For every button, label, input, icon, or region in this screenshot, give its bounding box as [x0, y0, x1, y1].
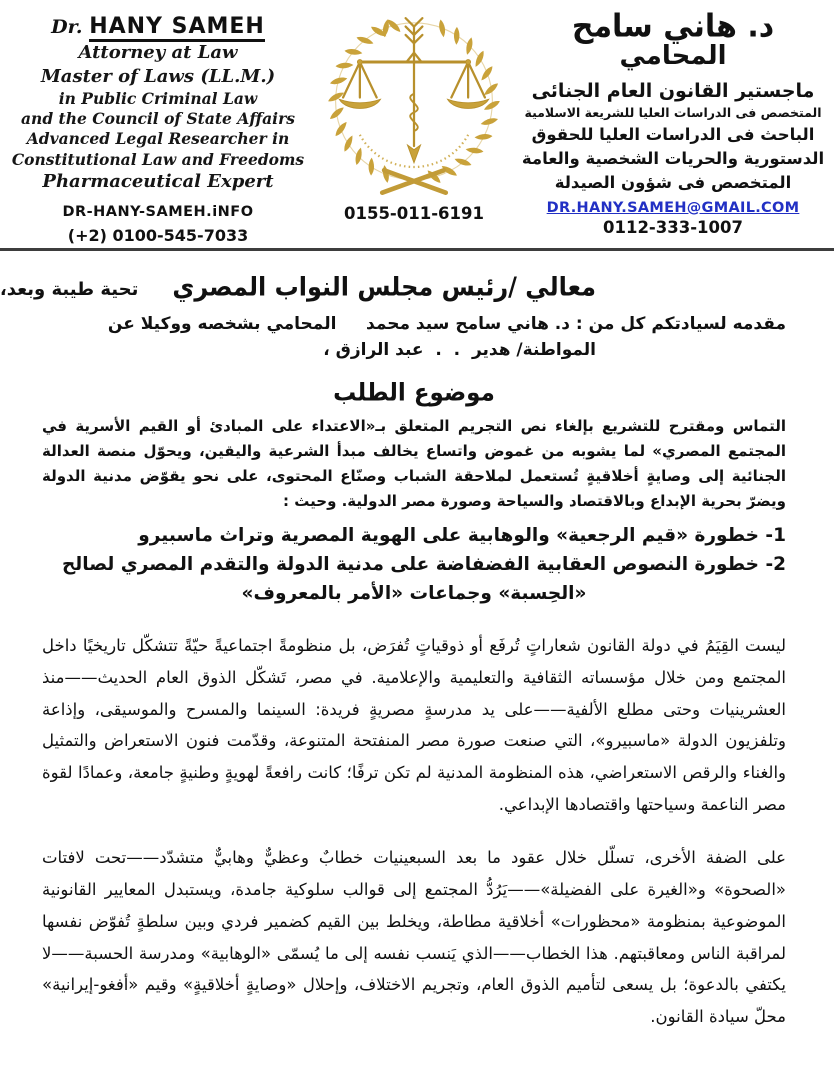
phone-number-right: 0112-333-1007 [603, 217, 743, 237]
name-prefix: Dr. [51, 16, 83, 38]
attorney-name-text: HANY SAMEH [89, 14, 265, 42]
website-url[interactable]: DR-HANY-SAMEH.iNFO [62, 204, 254, 221]
point-1: 1- خطورة «قيم الرجعية» والوهابية على الهوية المصرية وتراث ماسبيرو [138, 525, 786, 547]
subject-paragraph: التماس ومقترح للتشريع بإلغاء نص التجريم المتعلق بـ«الاعتداء على المبادئ أو القيم الأسرية في المجتمع المصري» لما يشوبه من غموض واتساع يخالف مبدأ الشرعية واليقين، ويحوّل منصة العدالة الجنائية إلى وصايةٍ أخلاقيةٍ تُستعمل لملاحقة الشباب وصنّاع المحتوى، على نحو يقوّض مدنية الدولة ويضرّ بحرية الإبداع وبالاقتصاد والسياحة وصورة مصر الدولية. وحيث : [42, 416, 786, 511]
credential-line: Master of Laws (LL.M.) [40, 65, 276, 87]
salutation-row [0, 271, 596, 303]
subject-heading: موضوع الطلب [333, 378, 495, 407]
point-2: 2- خطورة النصوص العقابية الفضفاضة على مدنية الدولة والتقدم المصري لصالح [61, 554, 786, 576]
email-link[interactable]: DR.HANY.SAMEH@GMAIL.COM [546, 199, 800, 216]
letterhead [0, 0, 834, 246]
credential-line: Attorney at Law [78, 42, 238, 63]
citizen-line: المواطنة/ هدير . . عبد الرازق ، [323, 340, 596, 361]
credential-line-ar: المتخصص فى شؤون الصيدلة [554, 172, 792, 192]
credential-line-ar: ماجستير القانون العام الجنائى [531, 79, 815, 102]
calligraphy-title: المحامي [619, 41, 727, 71]
credential-line-ar: الباحث فى الدراسات العليا للحقوق [531, 124, 815, 144]
credential-line: in Public Criminal Law [58, 88, 258, 108]
credential-line: Constitutional Law and Freedoms [11, 149, 305, 169]
credential-line: and the Council of State Affairs [21, 108, 295, 128]
body-paragraph-2: على الضفة الأخرى، تسلّل خلال عقود ما بعد السبعينيات خطابٌ وعظيٌّ وهابيٌّ متشدّد——تحت لافتات «الصحوة» و«الغيرة على الفضيلة»——يَرُدُّ المجتمع إلى قوالب سلوكية جامدة، ويستبدل المعايير القانونية الموضوعية بمنظومة «محظورات» أخلاقية مطاطة، ويخلط بين القيم كضمير فردي وبين سلطةٍ تُفوّض نفسها لمراقبة الناس ومعاقبتهم. هذا الخطاب——الذي يَنسب نفسه إلى ما يُسمّى «الوهابية» ومدرسة الحسبة——لا يكتفي بالدعوة؛ بل يسعى لتأميم الذوق العام، وتجريم الاختلاف، وإحلال «وصايةٍ أخلاقيةٍ» وقيم «أفغو-إيرانية» محلّ سيادة القانون. [42, 848, 786, 1026]
salutation-title: معالي /رئيس مجلس النواب المصري [172, 271, 596, 303]
submitters-line: مقدمه لسيادتكم كل من : د. هاني سامح سيد محمد المحامي بشخصه ووكيلا عن [107, 314, 786, 334]
point-2-continuation: «الحِسبة» وجماعات «الأمر بالمعروف» [241, 582, 587, 604]
phone-number-left: (+2) 0100-545-7033 [67, 226, 249, 246]
credential-line-ar: المتخصص فى الدراسات العليا للشريعة الاسلامية [524, 105, 822, 121]
numbered-points [42, 522, 786, 608]
letter-body [0, 251, 834, 1033]
salutation-greeting: تحية طيبة وبعد، [0, 279, 139, 300]
phone-number-center: 0155-011-6191 [344, 204, 484, 223]
calligraphy-name: د. هاني سامح [571, 8, 775, 45]
letterhead-arabic-block [520, 6, 826, 246]
credential-line: Pharmaceutical Expert [42, 171, 274, 193]
credential-line-ar: الدستورية والحريات الشخصية والعامة [521, 148, 825, 168]
letterhead-emblem-block [308, 6, 520, 246]
attorney-name [8, 14, 308, 39]
justice-scales-emblem-icon [316, 6, 512, 202]
letterhead-english-block [8, 6, 308, 246]
body-paragraph-1: ليست القِيَمُ في دولة القانون شعاراتٍ تُرفَع أو ذوقياتٍ تُفرَض، بل منظومةً اجتماعيةً حيّةً تتشكّل تاريخيًا داخل المجتمع ومن خلال مؤسساته الثقافية والتعليمية والإعلامية. في مصر، تَشكّل الذوق العام الحديث——منذ العشرينيات وحتى مطلع الألفية——على يد مدرسةٍ مصريةٍ فريدة: السينما والمسرح والموسيقى، وإذاعة وتلفزيون الدولة «ماسبيرو»، التي صنعت صورة مصر المنفتحة المتنوعة، وقدّمت فنون الاستعراض والتمثيل والغناء والرقص الاستعراضي، هذه المنظومة المدنية لم تكن ترفًا؛ كانت رافعةً لهويةٍ وطنيةٍ جامعة، وعمادًا لقوة مصر الناعمة وسياحتها واقتصادها الإبداعي. [42, 636, 786, 814]
credential-line: Advanced Legal Researcher in [26, 129, 290, 149]
